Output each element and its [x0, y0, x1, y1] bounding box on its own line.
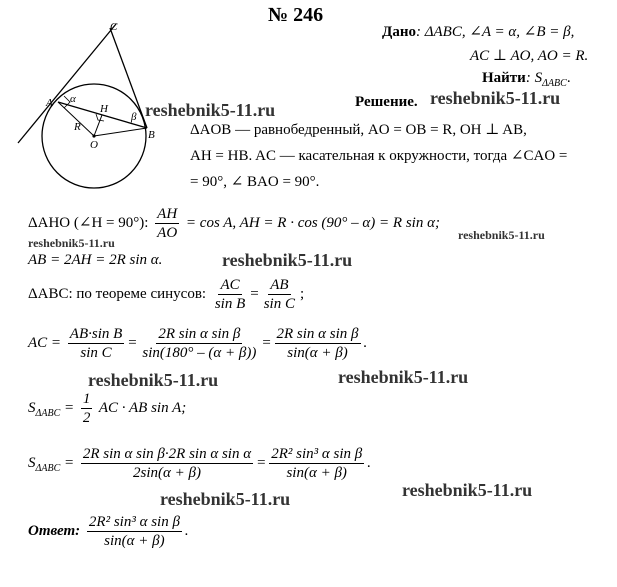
fraction: $\frac{\text{2R² sin³ α sin β}}{\sin(\alpha + \beta)}$ [88, 514, 180, 549]
text-line-9: $S_{\Delta ABC}$ = $\frac{\text{2R sin α sin β·2R sin α sin α}}{2\sin(\alpha + \beta)}$ = $\frac{\text{2R² sin³ α sin β}}{\sin(\alpha + \beta)}$ . [28, 446, 371, 481]
l4-post: = cos A, AH = R · cos (90° – α) = R sin α; [185, 214, 440, 231]
fraction: $\frac{AC}{\text{sin B}}$ [214, 277, 246, 312]
watermark: reshebnik5-11.ru [402, 480, 533, 500]
given-line-2: AC ⊥ AO, AO = R. [470, 48, 589, 64]
text-line-7: AC = $\frac{\text{AB·sin B}}{\text{sin C}}$ = $\frac{\text{2R sin α sin β}}{\sin(180^\circ - (\alpha + \beta))}$ = $\frac{\text{2R sin α sin β}}{\sin(\alpha + \beta)}$ . [28, 326, 368, 361]
text-line-3: = 90°, ∠ BAO = 90°. [190, 174, 320, 190]
watermark: reshebnik5-11.ru [28, 236, 115, 250]
answer-line: Ответ: $\frac{\text{2R² sin³ α sin β}}{\sin(\alpha + \beta)}$ . [28, 514, 189, 549]
figure-label: β [131, 111, 137, 123]
figure-label: α [70, 93, 76, 105]
watermark: reshebnik5-11.ru [222, 250, 353, 270]
text-line-2: AH = HB. AC — касательная к окружности, тогда ∠CAO = [190, 148, 568, 164]
find-value: : S [525, 70, 543, 86]
watermark: reshebnik5-11.ru [160, 489, 291, 509]
text-line-5: AB = 2AH = 2R sin α. [28, 252, 163, 268]
fraction: $\frac{\text{2R sin α sin β·2R sin α sin α}}{2\sin(\alpha + \beta)}$ [82, 446, 252, 481]
given-line-1 [382, 22, 574, 41]
given-label: Дано [382, 24, 416, 40]
fraction: $\frac{\text{2R sin α sin β}}{\sin(\alpha + \beta)}$ [276, 326, 359, 361]
text-line-8: $S_{\Delta ABC}$ = $\frac{1}{2}$ AC · AB sin A; [28, 391, 187, 426]
watermark: reshebnik5-11.ru [338, 367, 469, 387]
figure-label: B [148, 129, 155, 141]
l4-pre: ΔAHO (∠H = 90°): [28, 214, 149, 231]
watermark: reshebnik5-11.ru [145, 100, 276, 120]
text-line-1: ΔAOB — равнобедренный, AO = OB = R, OH ⊥ AB, [190, 122, 527, 138]
fraction: $\frac{\text{2R² sin³ α sin β}}{\sin(\alpha + \beta)}$ [271, 446, 363, 481]
fraction: $\frac{AH}{AO}$ [157, 206, 178, 241]
figure-label: C [110, 21, 118, 33]
fraction: $\frac{1}{2}$ [82, 391, 91, 426]
fraction: $\frac{AB}{\text{sin C}}$ [263, 277, 295, 312]
figure-label: H [100, 103, 108, 115]
fraction: $\frac{\text{2R sin α sin β}}{\sin(180^\circ - (\alpha + \beta))}$ [142, 326, 257, 361]
figure-label: O [90, 139, 98, 151]
figure-label: R [74, 121, 81, 133]
given-text: : ΔABC, ∠A = α, ∠B = β, [415, 24, 575, 40]
find-label: Найти [482, 70, 526, 86]
answer-label: Ответ: [28, 522, 81, 539]
l6-pre: ΔABC: по теореме синусов: [28, 285, 207, 302]
find-end: . [566, 70, 571, 86]
find-sub: ΔABC [542, 78, 567, 89]
solution-label: Решение. [355, 94, 418, 110]
watermark: reshebnik5-11.ru [88, 370, 219, 390]
text-line-6: ΔABC: по теореме синусов: $\frac{AC}{\text{sin B}}$ = $\frac{AB}{\text{sin C}}$ ; [28, 277, 305, 312]
figure-label: A [46, 97, 53, 109]
problem-number: № 246 [268, 4, 324, 26]
find-line [482, 70, 571, 89]
watermark: reshebnik5-11.ru [430, 88, 561, 108]
fraction: $\frac{\text{AB·sin B}}{\text{sin C}}$ [69, 326, 123, 361]
watermark: reshebnik5-11.ru [458, 228, 545, 242]
